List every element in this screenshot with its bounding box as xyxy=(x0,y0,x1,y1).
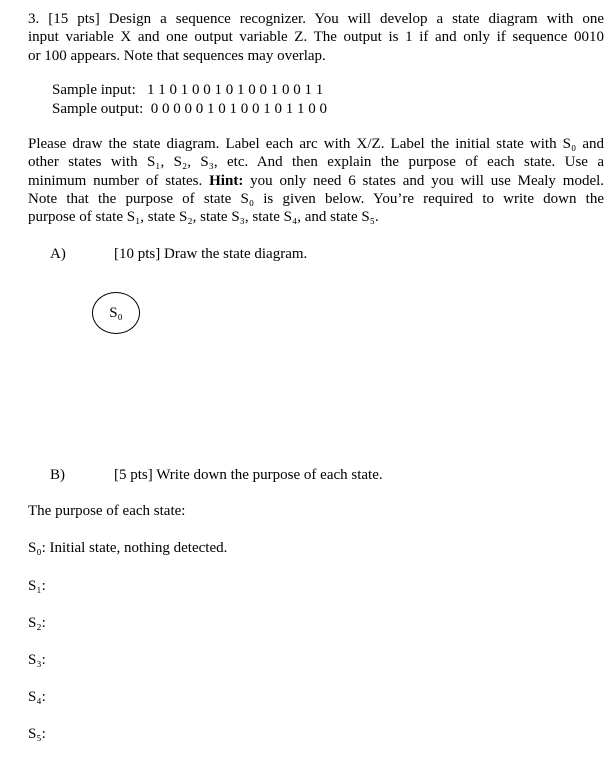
instructions xyxy=(28,135,604,226)
state-label-s4: S₄: xyxy=(28,689,46,705)
initial-state-label: S₀ xyxy=(109,304,123,321)
state-label-s3: S₃: xyxy=(28,652,46,668)
sample-output-label: Sample output: xyxy=(52,101,144,117)
intro-line: or 100 appears. Note that sequences may overlap. xyxy=(28,47,326,64)
part-b-text: [5 pts] Write down the purpose of each state. xyxy=(114,467,383,483)
instructions-line-hint xyxy=(28,172,604,190)
sample-input-label: Sample input: xyxy=(52,82,136,98)
hint-text: you only need 6 states and you will use Mealy model. xyxy=(250,172,605,189)
sample-output-row xyxy=(52,100,327,119)
instructions-line: Please draw the state diagram. Label each arc with X/Z. Label the initial state with S₀ and xyxy=(28,136,604,152)
state-label-s1: S₁: xyxy=(28,578,46,594)
instructions-fragment: minimum number of states. xyxy=(28,172,203,189)
part-b-letter: B) xyxy=(50,467,65,483)
sample-output-value: 0 0 0 0 0 1 0 1 0 0 1 0 1 1 0 0 xyxy=(150,101,327,117)
hint-label: Hint: xyxy=(209,172,244,189)
instructions-line: other states with S₁, S₂, S₃, etc. And then explain the purpose of each state. Use a xyxy=(28,154,604,171)
part-a-letter: A) xyxy=(50,246,66,262)
state-label-s2: S₂: xyxy=(28,615,46,631)
part-a-text: [10 pts] Draw the state diagram. xyxy=(114,246,308,262)
sample-input-value: 1 1 0 1 0 0 1 0 1 0 0 1 0 0 1 1 xyxy=(147,82,324,98)
problem-intro xyxy=(28,10,604,65)
state-label-s5: S₅: xyxy=(28,726,46,742)
s0-purpose: S₀: Initial state, nothing detected. xyxy=(28,540,228,556)
instructions-line: purpose of state S₁, state S₂, state S₃, state S₄, and state S₅. xyxy=(28,209,379,226)
intro-line: input variable X and one output variable Z. The output is 1 if and only if sequence 0010 xyxy=(28,29,604,46)
initial-state-node xyxy=(92,292,140,334)
intro-line: 3. [15 pts] Design a sequence recognizer. You will develop a state diagram with one xyxy=(28,11,604,27)
purpose-heading: The purpose of each state: xyxy=(28,503,186,519)
instructions-line: Note that the purpose of state S₀ is given below. You’re required to write down the xyxy=(28,190,604,207)
sample-input-row xyxy=(52,81,323,100)
